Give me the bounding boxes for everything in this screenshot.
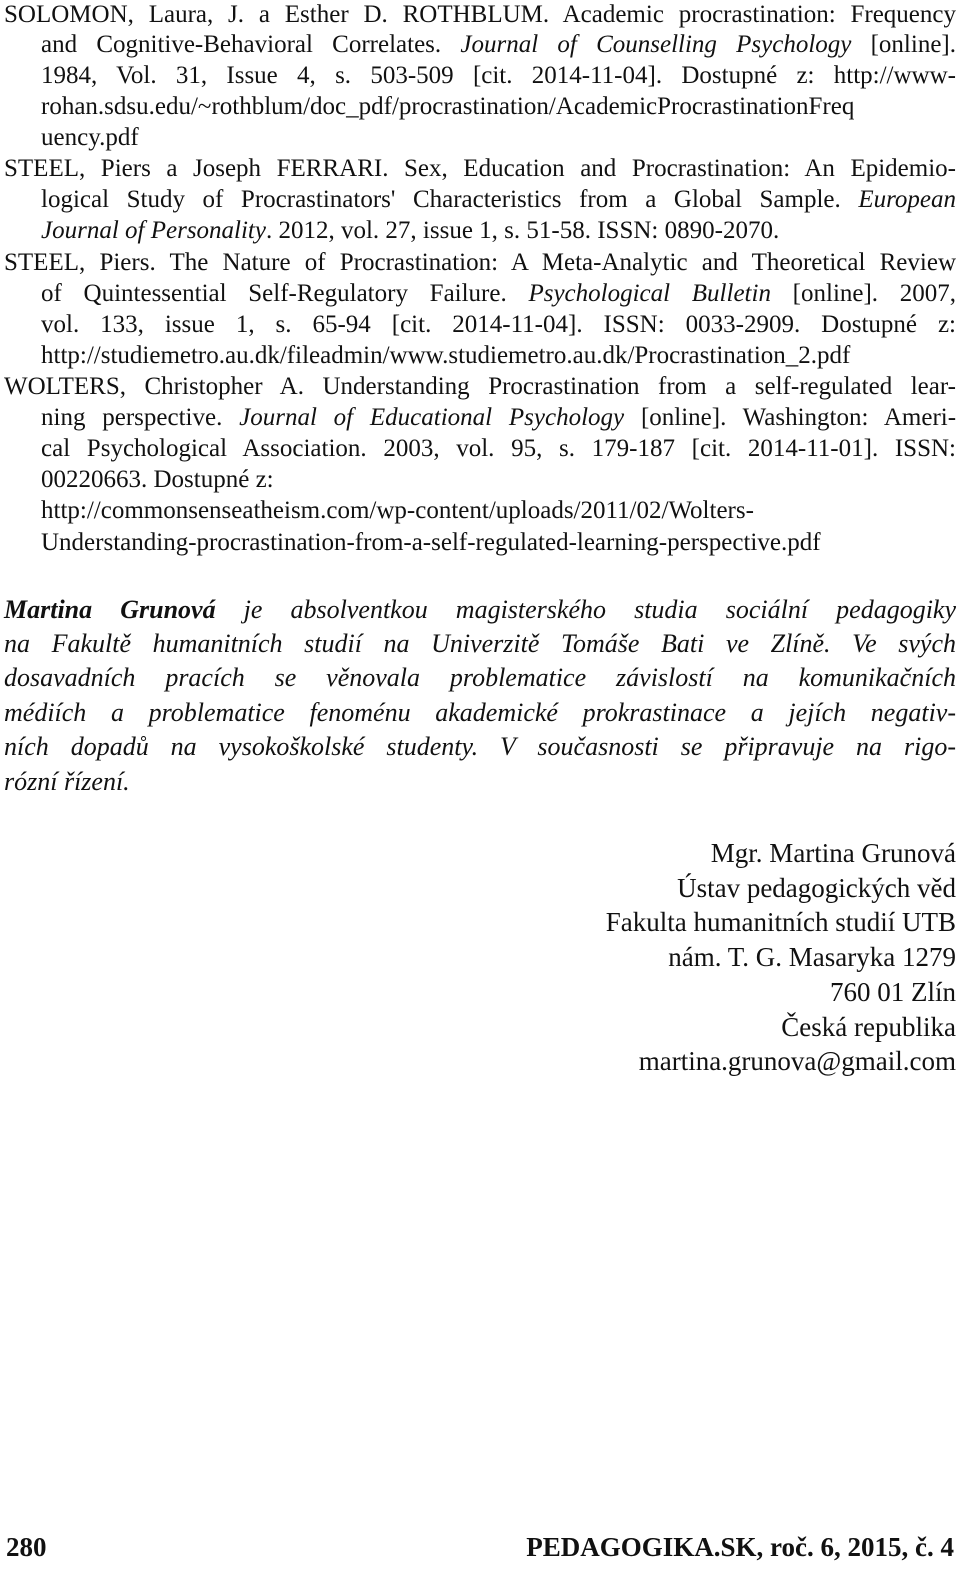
bio-line: Martina Grunová je absolventkou magisterského studia sociální pedagogiky: [4, 595, 957, 624]
bio-line: ních dopadů na vysokoškolské studenty. V současnosti se připravuje na rigo-: [4, 732, 956, 761]
bio-line: dosavadních pracích se věnovala problematice závislostí na komunikačních: [4, 663, 956, 692]
reference-url: http://commonsenseatheism.com/wp-content/uploads/2011/02/Wolters-: [41, 497, 754, 524]
reference-line: Journal of Personality. 2012, vol. 27, issue 1, s. 51-58. ISSN: 0890-2070.: [41, 217, 780, 244]
journal-title: Journal of Counselling Psychology: [460, 31, 852, 58]
reference-line: vol. 133, issue 1, s. 65-94 [cit. 2014-11-04]. ISSN: 0033-2909. Dostupné z:: [41, 311, 956, 338]
reference-wolters: WOLTERS, Christopher A. Understanding Procrastination from a self-regulated lear-: [4, 373, 956, 400]
journal-title: Journal of Educational Psychology: [239, 404, 625, 431]
page-number: 280: [6, 1532, 47, 1562]
journal-title: European: [858, 186, 956, 213]
reference-line: logical Study of Procrastinators' Characteristics from a Global Sample. European: [41, 186, 956, 213]
bio-line: médiích a problematice fenoménu akademické prokrastinace a jejích negativ-: [4, 698, 956, 727]
reference-line: SOLOMON, Laura, J. a Esther D. ROTHBLUM. Academic procrastination: Frequency: [4, 1, 956, 28]
reference-line: cal Psychological Association. 2003, vol. 95, s. 179-187 [cit. 2014-11-01]. ISSN:: [41, 435, 956, 462]
address-institute: Ústav pedagogických věd: [677, 872, 956, 903]
author-name: Martina Grunová: [4, 595, 216, 624]
address-email: martina.grunova@gmail.com: [638, 1046, 956, 1077]
address-country: Česká republika: [781, 1011, 956, 1042]
reference-line: and Cognitive-Behavioral Correlates. Journal of Counselling Psychology [online].: [41, 31, 956, 58]
reference-line: of Quintessential Self-Regulatory Failure. Psychological Bulletin [online]. 2007,: [41, 280, 957, 307]
reference-line: 00220663. Dostupné z:: [41, 466, 274, 493]
reference-line: rohan.sdsu.edu/~rothblum/doc_pdf/procrastination/AcademicProcrastinationFreq: [41, 93, 855, 120]
address-faculty: Fakulta humanitních studií UTB: [605, 907, 956, 938]
journal-title: Journal of Personality: [41, 217, 266, 244]
bio-line: na Fakultě humanitních studií na Univerzitě Tomáše Bati ve Zlíně. Ve svých: [4, 629, 956, 658]
bio-line: rózní řízení.: [4, 767, 130, 796]
reference-steel-ferrari: STEEL, Piers a Joseph FERRARI. Sex, Education and Procrastination: An Epidemio-: [4, 155, 956, 182]
address-name: Mgr. Martina Grunová: [710, 838, 956, 868]
reference-line: uency.pdf: [41, 124, 139, 151]
reference-url: Understanding-procrastination-from-a-self-regulated-learning-perspective.pdf: [41, 529, 821, 556]
address-street: nám. T. G. Masaryka 1279: [668, 942, 956, 973]
journal-issue: PEDAGOGIKA.SK, roč. 6, 2015, č. 4: [526, 1532, 954, 1562]
journal-title: Psychological Bulletin: [528, 280, 771, 307]
author-address: [606, 836, 956, 1079]
reference-line: 1984, Vol. 31, Issue 4, s. 503-509 [cit. 2014-11-04]. Dostupné z: http://www-: [41, 62, 956, 89]
reference-solomon: [4, 0, 956, 30]
reference-steel: STEEL, Piers. The Nature of Procrastination: A Meta-Analytic and Theoretical Review: [4, 249, 956, 276]
reference-line: ning perspective. Journal of Educational Psychology [online]. Washington: Ameri-: [41, 404, 957, 431]
address-city: 760 01 Zlín: [830, 976, 956, 1007]
reference-url: http://studiemetro.au.dk/fileadmin/www.studiemetro.au.dk/Procrastination_2.pdf: [41, 342, 851, 369]
